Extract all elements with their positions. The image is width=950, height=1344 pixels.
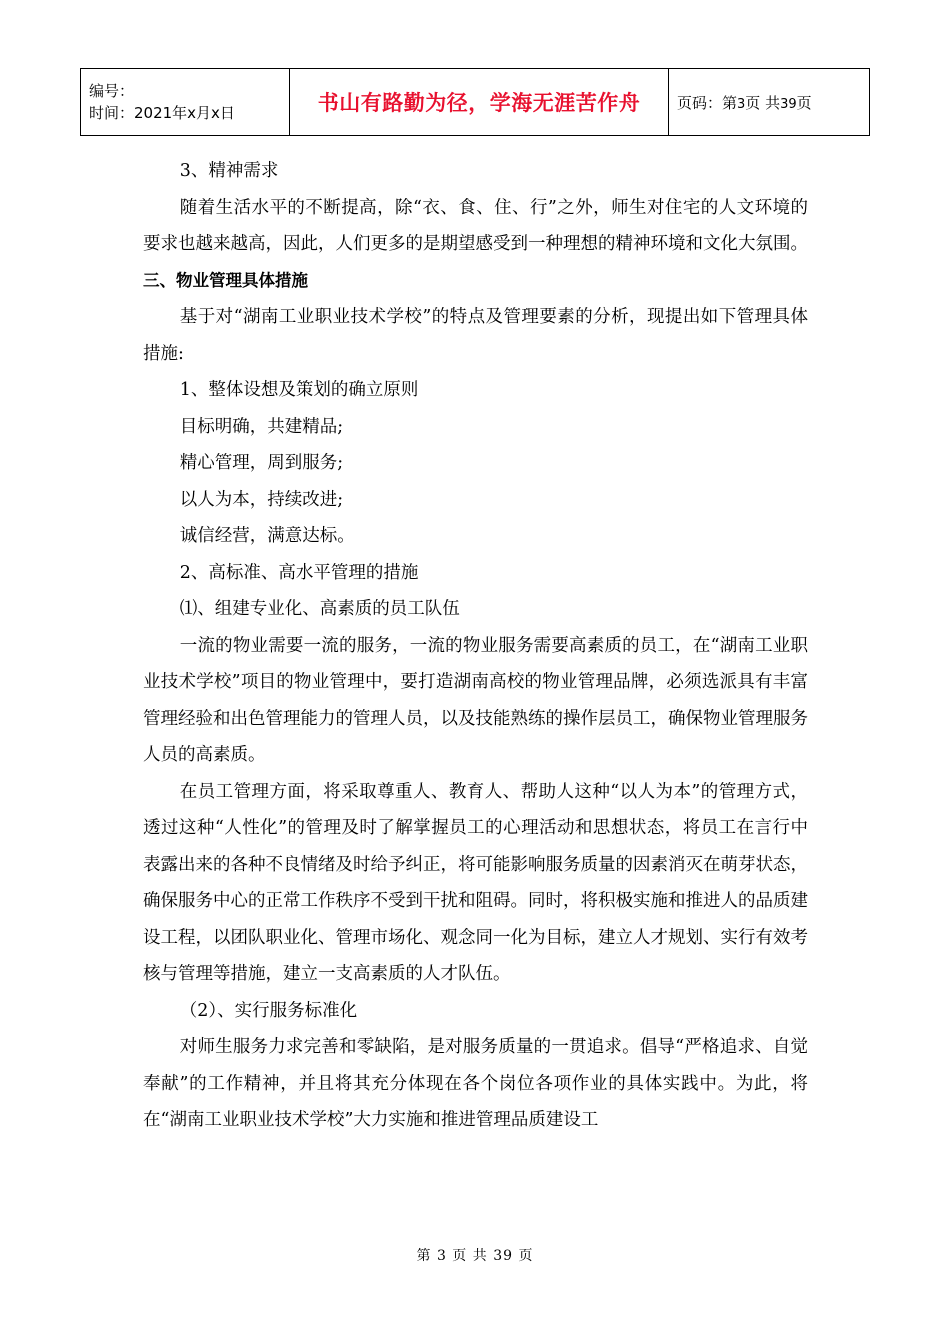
page-mid: 页 共 xyxy=(745,93,781,112)
list-item: 目标明确，共建精品; xyxy=(179,416,344,437)
header-meta-cell xyxy=(81,69,290,136)
page-total: 39 xyxy=(780,96,797,112)
paragraph: 对师生服务力求完善和零缺陷，是对服务质量的一贯追求。倡导“严格追求、自觉奉献”的工作精神，并且将其充分体现在各个岗位各项作业的具体实践中。为此，将在“湖南工业职业技术学校”大力实施和推进管理品质建设工 xyxy=(143,1037,808,1130)
page-footer: 第 3 页 共 39 页 xyxy=(416,1248,534,1264)
paragraph: 一流的物业需要一流的服务，一流的物业服务需要高素质的员工，在“湖南工业职业技术学校”项目的物业管理中，要打造湖南高校的物业管理品牌，必须选派具有丰富管理经验和出色管理能力的管理人员，以及技能熟练的操作层员工，确保物业管理服务人员的高素质。 xyxy=(143,635,808,765)
paragraph: 在员工管理方面，将采取尊重人、教育人、帮助人这种“以人为本”的管理方式，透过这种“人性化”的管理及时了解掌握员工的心理活动和思想状态，将员工在言行中表露出来的各种不良情绪及时给予纠正，将可能影响服务质量的因素消灭在萌芽状态，确保服务中心的正常工作秩序不受到干扰和阻碍。同时，将积极实施和推进人的品质建设工程，以团队职业化、管理市场化、观念同一化为目标，建立人才规划、实行有效考核与管理等措施，建立一支高素质的人才队伍。 xyxy=(143,781,808,984)
list-item: 诚信经营，满意达标。 xyxy=(179,526,355,546)
subheading-principles: 1、整体设想及策划的确立原则 xyxy=(179,380,419,400)
page-suffix: 页 xyxy=(796,93,812,112)
paragraph: 基于对“湖南工业职业技术学校”的特点及管理要素的分析，现提出如下管理具体措施: xyxy=(143,307,808,364)
list-item: 精心管理，周到服务; xyxy=(179,453,344,473)
motto: 书山有路勤为径，学海无涯苦作舟 xyxy=(290,69,669,136)
section-heading: 三、物业管理具体措施 xyxy=(143,270,308,290)
list-item: 以人为本，持续改进; xyxy=(179,489,344,510)
page-number: 3 xyxy=(737,96,746,112)
subheading-measures: 2、高标准、高水平管理的措施 xyxy=(179,562,419,583)
serial-label: 编号： xyxy=(89,82,135,100)
subheading-staff: ⑴、组建专业化、高素质的员工队伍 xyxy=(179,599,460,619)
paragraph: 随着生活水平的不断提高，除“衣、食、住、行”之外，师生对住宅的人文环境的要求也越来越高，因此，人们更多的是期望感受到一种理想的精神环境和文化大氛围。 xyxy=(143,197,808,254)
document-body xyxy=(143,153,808,1139)
subheading-standardization: （2）、实行服务标准化 xyxy=(179,1000,358,1021)
page-indicator xyxy=(669,69,870,136)
header-table xyxy=(80,68,870,136)
page-prefix: 页码：第 xyxy=(677,93,738,112)
subheading-spiritual-needs: 3、精神需求 xyxy=(179,161,279,181)
date-label: 时间：2021年x月x日 xyxy=(89,104,235,122)
